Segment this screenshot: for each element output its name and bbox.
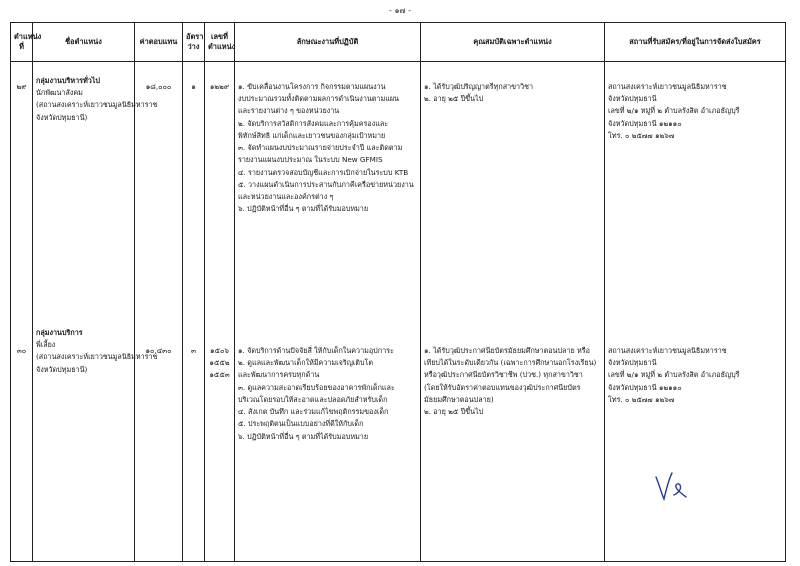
- unit-name: (สถานสงเคราะห์เยาวชนมูลนิธิมหาราช: [36, 100, 158, 110]
- compensation: ๑๘,๐๐๐: [145, 82, 172, 91]
- vacancies: ๑: [191, 82, 196, 91]
- place-line: สถานสงเคราะห์เยาวชนมูลนิธิมหาราช: [608, 82, 727, 91]
- position-number: ๒๙: [16, 82, 27, 91]
- qualifications-cell: [421, 62, 605, 327]
- qualification-item: ๒. อายุ ๒๕ ปีขึ้นไป: [424, 407, 484, 417]
- duties-cell: [235, 62, 421, 327]
- place-line: เลขที่ ๒/๑ หมู่ที่ ๒ ตำบลรังสิต อำเภอธัญบุรี: [608, 106, 740, 116]
- place-line: จังหวัดปทุมธานี ๑๒๑๑๐: [608, 382, 682, 392]
- page-number: - ๑๗ -: [389, 6, 411, 15]
- unit-province: จังหวัดปทุมธานี): [36, 364, 88, 374]
- position-id: ๑๕๕๒: [209, 358, 230, 368]
- compensation-cell: [135, 326, 183, 562]
- place-line: โทร. ๐ ๒๕๗๗ ๑๒๖๗: [608, 394, 675, 404]
- header-position-id: เลขที่ตำแหน่ง: [205, 23, 235, 62]
- duty-item: และหน่วยงานและองค์กรต่าง ๆ: [238, 192, 334, 202]
- position-id-cell: [205, 326, 235, 562]
- duty-item: รายงานแผนงบประมาณ ในระบบ New GFMIS: [238, 155, 383, 165]
- group-heading: กลุ่มงานบริการ: [36, 328, 83, 337]
- position-name-cell: [33, 62, 158, 327]
- header-duties: ลักษณะงานที่ปฏิบัติ: [235, 23, 421, 62]
- header-position-number: ตำแหน่งที่: [11, 23, 33, 62]
- place-line: จังหวัดปทุมธานี: [608, 358, 657, 368]
- vacancies-cell: [183, 326, 205, 562]
- table-row: [11, 326, 786, 562]
- position-id-cell: [205, 62, 235, 327]
- place-line: เลขที่ ๒/๑ หมู่ที่ ๒ ตำบลรังสิต อำเภอธัญบุรี: [608, 370, 740, 380]
- position-number-cell: [11, 326, 33, 562]
- place-line: จังหวัดปทุมธานี: [608, 94, 657, 104]
- table-row: [11, 62, 786, 327]
- position-id: ๑๕๕๓: [209, 370, 230, 380]
- duty-item: พิทักษ์สิทธิ แก่เด็กและเยาวชนของกลุ่มเป้าหมาย: [238, 130, 386, 140]
- duty-item: ๒. จัดบริการสวัสดิการสังคมและการคุ้มครองและ: [238, 118, 389, 128]
- place-line: สถานสงเคราะห์เยาวชนมูลนิธิมหาราช: [608, 346, 727, 355]
- compensation: ๑๐,๔๓๐: [145, 346, 172, 355]
- duty-item: ๖. ปฏิบัติหน้าที่อื่น ๆ ตามที่ได้รับมอบหมาย: [238, 204, 369, 214]
- vacancies-cell: [183, 62, 205, 327]
- duty-item: ๒. ดูแลและพัฒนาเด็กให้มีความเจริญเติบโต: [238, 358, 374, 368]
- duty-item: ๕. ประพฤติตนเป็นแบบอย่างที่ดีให้กับเด็ก: [238, 419, 364, 429]
- qualification-item: ๑. ได้รับวุฒิประกาศนียบัตรมัธยมศึกษาตอนปลาย หรือ: [424, 346, 590, 355]
- qualification-item: เทียบได้ในระดับเดียวกัน (เฉพาะการศึกษานอกโรงเรียน): [424, 358, 597, 368]
- table-header: [11, 23, 786, 62]
- position-number: ๓๐: [16, 346, 27, 355]
- duty-item: ๖. ปฏิบัติหน้าที่อื่น ๆ ตามที่ได้รับมอบหมาย: [238, 431, 369, 441]
- place-line: โทร. ๐ ๒๕๗๗ ๑๒๖๗: [608, 130, 675, 140]
- duty-item: ๓. จัดทำแผนงบประมาณรายจ่ายประจำปี และติดตาม: [238, 143, 403, 153]
- qualification-item: ๒. อายุ ๒๕ ปีขึ้นไป: [424, 94, 484, 104]
- group-heading: กลุ่มงานบริหารทั่วไป: [36, 76, 100, 85]
- application-place-cell: [605, 62, 786, 327]
- position-id: ๑๒๒๙: [209, 82, 230, 91]
- application-place-cell: [605, 326, 786, 562]
- duty-item: ๕. วางแผนดำเนินการประสานกับภาคีเครือข่ายหน่วยงาน: [238, 179, 414, 189]
- header-qualifications: คุณสมบัติเฉพาะตำแหน่ง: [421, 23, 605, 62]
- header-application-place: สถานที่รับสมัคร/ที่อยู่ในการจัดส่งใบสมัคร: [605, 23, 786, 62]
- duty-item: และรายงานต่าง ๆ ของหน่วยงาน: [238, 106, 340, 116]
- qualification-item: มัธยมศึกษาตอนปลาย): [424, 394, 494, 404]
- qualification-item: ๑. ได้รับวุฒิปริญญาตรีทุกสาขาวิชา: [424, 82, 534, 91]
- duty-item: ๔. สังเกต บันทึก และร่วมแก้ไขพฤติกรรมของเด็ก: [238, 407, 389, 417]
- header-position-name: ชื่อตำแหน่ง: [33, 23, 135, 62]
- duty-item: ๔. รายงานตรวจสอบบัญชีและการเบิกจ่ายในระบบ KTB: [238, 167, 409, 177]
- duty-item: งบประมาณรวมทั้งติดตามผลการดำเนินงานตามแผน: [238, 94, 399, 104]
- qualification-item: หรือวุฒิประกาศนียบัตรวิชาชีพ (ปวช.) ทุกสาขาวิชา: [424, 370, 583, 380]
- header-vacancies: อัตราว่าง: [183, 23, 205, 62]
- duty-item: ๓. ดูแลความสะอาดเรียบร้อยของอาคารพักเด็กและ: [238, 382, 395, 392]
- position-number-cell: [11, 62, 33, 327]
- position-name-cell: [33, 326, 158, 562]
- duty-item: ๑. จัดบริการด้านปัจจัยสี่ ให้กับเด็กในความอุปการะ: [238, 346, 394, 355]
- duty-item: บริเวณโดยรอบให้สะอาดและปลอดภัยสำหรับเด็ก: [238, 394, 388, 404]
- duty-item: และพัฒนาการครบทุกด้าน: [238, 370, 320, 380]
- vacancies: ๓: [191, 346, 196, 355]
- place-line: จังหวัดปทุมธานี ๑๒๑๑๐: [608, 118, 682, 128]
- duties-cell: [235, 326, 421, 562]
- position-id: ๑๕๐๖: [210, 346, 229, 355]
- header-compensation: ค่าตอบแทน: [135, 23, 183, 62]
- unit-name: (สถานสงเคราะห์เยาวชนมูลนิธิมหาราช: [36, 352, 158, 362]
- qualifications-cell: [421, 326, 605, 562]
- position-title: พี่เลี้ยง: [36, 340, 56, 350]
- qualification-item: (โดยให้รับอัตราค่าตอบแทนของวุฒิประกาศนียบัตร: [424, 382, 581, 392]
- handwritten-signature: [650, 465, 690, 505]
- duty-item: ๑. ขับเคลื่อนงานโครงการ กิจกรรมตามแผนงาน: [238, 82, 386, 91]
- unit-province: จังหวัดปทุมธานี): [36, 112, 88, 122]
- position-title: นักพัฒนาสังคม: [36, 88, 83, 98]
